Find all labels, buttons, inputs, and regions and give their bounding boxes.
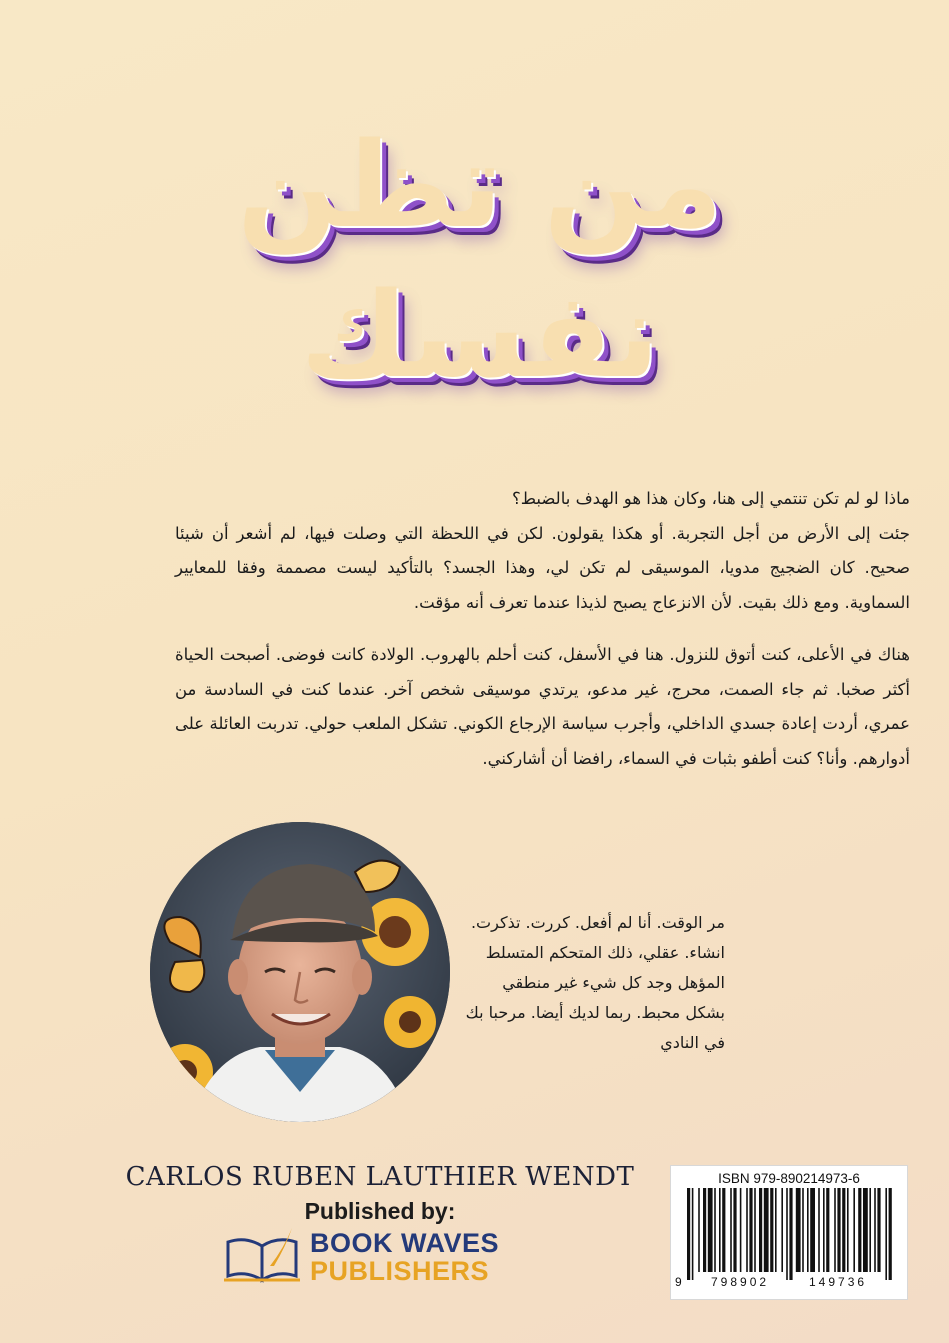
blurb-paragraph-3: مر الوقت. أنا لم أفعل. كررت. تذكرت. انشاء. عقلي، ذلك المتحكم المتسلط المؤهل وجد كل شيء غير منطقي بشكل محبط. ربما لديك أيضا. مرحبا بك في النادي: [465, 913, 725, 1052]
barcode-bar: [754, 1188, 756, 1272]
title-line-2: نفسك: [300, 266, 660, 404]
barcode-bar: [889, 1188, 892, 1280]
barcode-bar: [719, 1188, 721, 1272]
barcode-bar: [834, 1188, 836, 1272]
publisher-logo: [222, 1226, 502, 1288]
barcode-bars: [671, 1188, 907, 1298]
barcode-bar: [786, 1188, 788, 1280]
author-photo: [150, 822, 450, 1122]
title-line-1: من تظن: [237, 116, 723, 254]
author-portrait-image: [150, 822, 450, 1122]
barcode-bar: [775, 1188, 777, 1272]
book-title: [200, 110, 760, 430]
barcode-bar: [687, 1188, 690, 1280]
publisher-name-line-2: PUBLISHERS: [310, 1256, 490, 1286]
barcode-bar: [796, 1188, 801, 1272]
barcode-bar: [826, 1188, 829, 1272]
barcode-bar: [789, 1188, 792, 1280]
barcode-bar: [869, 1188, 871, 1272]
barcode-bar: [802, 1188, 804, 1272]
barcode-bar: [847, 1188, 849, 1272]
barcode-bar: [858, 1188, 861, 1272]
barcode-bar: [837, 1188, 840, 1272]
barcode-bar: [863, 1188, 868, 1272]
author-name: CARLOS RUBEN LAUTHIER WENDT: [125, 1162, 635, 1192]
publisher-name-line-1: BOOK WAVES: [310, 1228, 500, 1258]
blurb-question: ماذا لو لم تكن تنتمي إلى هنا، وكان هذا هو الهدف بالضبط؟: [511, 489, 910, 508]
barcode-bar: [733, 1188, 736, 1272]
barcode-bar: [810, 1188, 815, 1272]
barcode-bar: [749, 1188, 752, 1272]
barcode-bar: [740, 1188, 742, 1272]
barcode-digit-prefix: 9: [675, 1275, 682, 1289]
barcode-bar: [708, 1188, 713, 1272]
barcode-digits-group-1: 798902: [711, 1275, 770, 1289]
barcode-bar: [714, 1188, 716, 1272]
barcode-bar: [781, 1188, 783, 1272]
blurb-paragraph-2: هناك في الأعلى، كنت أتوق للنزول. هنا في الأسفل، كنت أحلم بالهروب. الولادة كانت فوضى. أصبحت الحياة أكثر صخبا. ثم جاء الصمت، محرج، غير مدعو، يرتدي موسيقى شخص آخر. عندما كنت في السادسة من عمري، أردت إعادة جسدي الداخلي، وأجرب سياسة الإرجاع الكوني. تشكل الملعب حولي. تدربت العائلة على أدوارهم. وأنا؟ كنت أطفو بثبات في السماء، رافضا أن أشاركني.: [175, 645, 910, 768]
barcode-bar: [877, 1188, 880, 1272]
barcode-bar: [759, 1188, 762, 1272]
isbn-number: ISBN 979-890214973-6: [718, 1171, 860, 1186]
barcode-bar: [807, 1188, 809, 1272]
barcode-bar: [874, 1188, 876, 1272]
open-book-icon: [222, 1226, 306, 1286]
barcode-bar: [703, 1188, 706, 1272]
barcode-bar: [692, 1188, 694, 1280]
barcode-bar: [885, 1188, 887, 1280]
barcode-bar: [823, 1188, 825, 1272]
barcode-bar: [730, 1188, 732, 1272]
barcode-bar: [764, 1188, 769, 1272]
barcode-bar: [746, 1188, 748, 1272]
barcode-bar: [818, 1188, 820, 1272]
blurb-paragraph-1: [175, 482, 910, 620]
barcode-bar: [842, 1188, 845, 1272]
published-by-label: Published by:: [304, 1198, 456, 1224]
barcode-bar: [853, 1188, 855, 1272]
isbn-barcode: [670, 1165, 908, 1300]
barcode-bar: [770, 1188, 773, 1272]
barcode-digits-group-2: 149736: [809, 1275, 868, 1289]
barcode-bar: [722, 1188, 725, 1272]
blurb-body-1: جئت إلى الأرض من أجل التجربة. أو هكذا يقولون. لكن في اللحظة التي وصلت فيها، لم أشعر أن شيئا صحيح. كان الضجيج مدويا، الموسيقى لم تكن لي، وهذا الجسد؟ بالتأكيد ليست مصممة وفقا للمعايير السماوية. ومع ذلك بقيت. لأن الانزعاج يصبح لذيذا عندما تعرف أنه مؤقت.: [175, 523, 910, 612]
barcode-bar: [698, 1188, 700, 1272]
